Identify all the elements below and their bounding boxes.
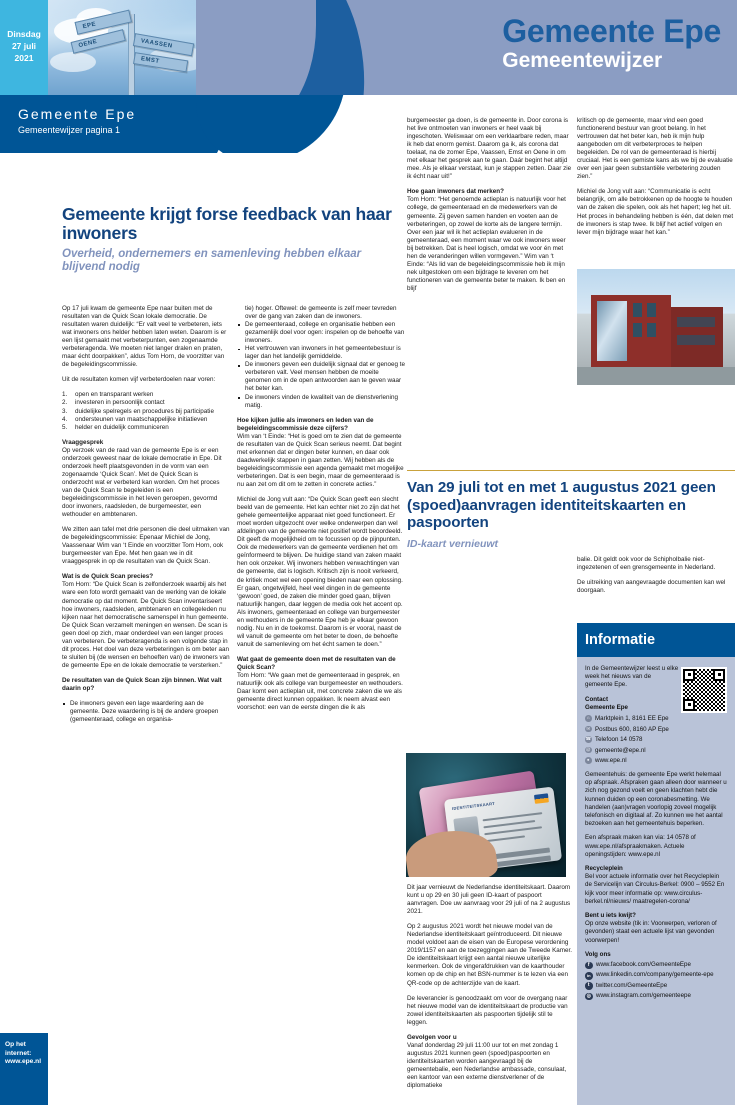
list-number: 2.: [62, 399, 68, 407]
cloud-shape: [50, 52, 96, 72]
paragraph-block: [62, 439, 230, 519]
band-page-label: Gemeentewijzer pagina 1: [18, 125, 121, 135]
contact-item-email[interactable]: [585, 746, 727, 755]
article2-top-rule: [407, 470, 735, 471]
paragraph-block: [62, 573, 230, 670]
list-item-label: helder en duidelijk communiceren: [75, 423, 169, 431]
paragraph: De leverancier is genoodzaakt om voor de overgang naar het nieuwe model van de identiteitskaart de productie van zowel identiteitskaarten als paspoorten tijdelijk stil te leggen.: [407, 994, 568, 1026]
social-link-facebook[interactable]: [585, 961, 727, 969]
internet-footer-block: [0, 1033, 48, 1105]
paragraph-text: Vanaf donderdag 29 juli 11:00 uur tot en met zondag 1 augustus 2021 kunnen geen (spoed)paspoorten en identiteitskaarten worden aangevraagd bij de gemeentebalie, een Nederlandse ambassade, consulaat, een kantoor van een externe dienstverlener of de diplomatieke: [407, 1041, 567, 1090]
list-item: [62, 416, 230, 424]
list-item-label: ondersteunen van maatschappelijke initiatieven: [75, 415, 208, 423]
mail-icon: ✉: [586, 725, 591, 731]
informatie-box-body: [577, 657, 735, 1011]
masthead: [0, 0, 737, 95]
informatie-appointment-howto: Een afspraak maken kan via: 14 0578 of www.epe.nl/afspraakmaken. Actuele openingstijden: www.epe.nl: [585, 834, 696, 858]
subheading-vraaggesprek: Vraaggesprek: [62, 438, 104, 446]
home-icon: ⌂: [586, 715, 590, 721]
lost-found-block: [585, 912, 727, 945]
paragraph-text: Tom Horn: “We gaan met de gemeenteraad in gesprek, en natuurlijk ook als college van burgemeester en wethouders. Daar komt een actieplan uit, met concrete zaken die we als gemeente direct kunnen oppakken. Ik neem alvast een voorschot: een van de eerste dingen die ik als: [237, 672, 403, 712]
social-link-linkedin[interactable]: [585, 971, 727, 979]
question-heading: Hoe kijken jullie als inwoners en leden van de begeleidingscommissie deze cijfers?: [237, 416, 374, 432]
article1-column-1: [62, 305, 230, 731]
contact-label: Contact: [585, 695, 609, 703]
instagram-icon: ◎: [586, 992, 591, 999]
contact-text: Marktplein 1, 8161 EE Epe: [595, 715, 669, 723]
paragraph-text: Op verzoek van de raad van de gemeente Epe is er een onderzoek geweest naar de lokale democratie in Epe. Dit onderzoek heeft plaatsgevonden in de vorm van een zogenaamde ‘Quick Scan’. Met de Quick Scan is onderzocht wat er verbeterd kan worden. Om het proces van de Quick Scan te begeleiden is een begeleidingscommissie in het leven geroepen, gevormd door inwoners, raadsleden, de burgemeester, een wethouder en ambtenaren.: [62, 446, 222, 519]
question-heading: Wat is de Quick Scan precies?: [62, 573, 154, 581]
qr-finder-icon: [713, 669, 725, 681]
social-url: www.linkedin.com/company/gemeente-epe: [596, 971, 714, 979]
qr-finder-icon: [683, 699, 695, 711]
social-url: www.instagram.com/gemeenteepe: [596, 992, 691, 1000]
bullet-continuation: tie) hoger. Oftewel: de gemeente is zelf meer tevreden over de gang van zaken dan de inwoners.: [245, 305, 397, 321]
list-number: 1.: [62, 391, 68, 399]
informatie-title: Informatie: [585, 632, 656, 648]
brand-swoosh-cutout: [196, 0, 316, 95]
qr-finder-icon: [683, 669, 695, 681]
social-link-twitter[interactable]: [585, 982, 727, 990]
contact-text: www.epe.nl: [595, 757, 627, 765]
follow-us-heading: Volg ons: [585, 950, 611, 958]
list-number: 5.: [62, 423, 68, 431]
sign-label: VAASSEN: [140, 37, 173, 50]
band-municipality: Gemeente Epe: [18, 106, 137, 122]
paragraph: De uitreiking van aangevraagde documenten kan wel doorgaan.: [577, 579, 726, 595]
id-card-flag: [534, 793, 549, 804]
informatie-appointment-info: Gemeentehuis: de gemeente Epe werkt helemaal op afspraak. Afspraken gaan alleen door wanneer u zich nog gezond voelt en geen klachten hebt die kunnen duiden op een coronabesmetting. We handelen (aan)vragen voorlopig zoveel mogelijk telefonisch en digitaal af. Zo kunnen we het aantal bezoeken aan het gemeentehuis beperken.: [585, 771, 727, 828]
paragraph-block: [237, 656, 405, 712]
list-item: [62, 399, 230, 407]
recycleplein-text: Bel voor actuele informatie over het Recycleplein de Servicelijn van Circulus-Berkel: 0900 – 9552 En kijk voor meer informatie op: www.circulus-berkel.nl/nieuws/ maatregelen-corona/: [585, 873, 725, 905]
sign-label: EPE: [82, 20, 97, 30]
paragraph-block: [407, 1034, 573, 1090]
issue-date-date: 27 juli: [11, 41, 37, 51]
list-item: Het vertrouwen van inwoners in het gemeentebestuur is lager dan het landelijk gemiddelde.: [237, 345, 405, 361]
contact-text: gemeente@epe.nl: [595, 746, 646, 754]
linkedin-icon: in: [586, 973, 591, 979]
informatie-intro: In de Gemeentewijzer leest u elke week het nieuws van de gemeente Epe.: [585, 665, 679, 689]
id-card-title-text: IDENTITEITSKAART: [451, 800, 496, 812]
contact-list: [585, 714, 727, 765]
qr-code[interactable]: [681, 667, 727, 713]
email-icon: @: [586, 746, 591, 752]
id-card-text-line: [485, 835, 525, 842]
building-window: [647, 323, 656, 337]
question-heading: De resultaten van de Quick Scan zijn binnen. Wat valt daarin op?: [62, 676, 222, 692]
id-card-photo: [406, 753, 566, 877]
globe-icon: ●: [586, 757, 590, 763]
town-hall-photo: [577, 269, 735, 385]
publication-subtitle: Gemeentewijzer: [502, 49, 663, 72]
lost-found-text: Op onze website (tik in: Voorwerpen, verloren of gevonden) staat een actuele lijst van gevonden voorwerpen!: [585, 920, 717, 944]
follow-us-heading-block: [585, 951, 727, 959]
building-foreground-ground: [577, 367, 735, 385]
list-item-label: investeren in persoonlijk contact: [75, 399, 165, 407]
article1-column-4: [577, 117, 735, 237]
paragraph: burgemeester ga doen, is de gemeente in. Door corona is het live ontmoeten van inwoners er heel vaak bij ingeschoten. Weliswaar om een verklaarbare reden, maar ik heb dat enorm gemist. Daarom ga ik, als corona dat toelaat, na de zomer Epe, Vaassen, Emst en Oene in om met elkaar het gesprek aan te gaan. Daár begint het altijd mee. Als je elkaar verstaat, kun je stappen zetten. Daar zie ik écht naar uit!”: [407, 117, 572, 181]
recycleplein-block: [585, 865, 727, 906]
building-window: [633, 323, 642, 337]
paragraph: Dit jaar vernieuwt de Nederlandse identiteitskaart. Daarom kunt u op 29 en 30 juli geen ID-kaart of paspoort aanvragen. Doe uw aanvraag voor 29 juli of na 2 augustus 2021.: [407, 884, 571, 916]
issue-date-day: Dinsdag: [7, 29, 41, 39]
list-item-label: duidelijke spelregels en procedures bij participatie: [75, 407, 214, 415]
building-glass-facade: [597, 301, 627, 361]
article2-column-3: [407, 884, 573, 1090]
informatie-box: [577, 623, 735, 1105]
list-item: [62, 391, 230, 399]
article1-headline: Gemeente krijgt forse feedback van haar inwoners: [62, 204, 392, 243]
recycleplein-heading: Recycleplein: [585, 865, 623, 873]
article1-column-2: [237, 305, 405, 712]
subheading-gevolgen: Gevolgen voor u: [407, 1033, 457, 1041]
findings-list-part2: [237, 321, 405, 410]
contact-text: Telefoon 14 0578: [595, 736, 643, 744]
article1-subhead: Overheid, ondernemers en samenleving hebben elkaar blijvend nodig: [62, 248, 362, 273]
contact-item-phone[interactable]: [585, 735, 727, 744]
article2-column-4: [577, 556, 735, 595]
paragraph-block: [62, 677, 230, 693]
list-number: 3.: [62, 407, 68, 415]
paragraph: Op 17 juli kwam de gemeente Epe naar buiten met de resultaten van de Quick Scan lokale democratie. De resultaten waren duidelijk: “Er valt veel te verbeteren, iets wat inwoners ons helder hebben laten weten. Daarom is er een lijst gemaakt met verbeterpunten, een zogenaamde verbeteragenda. We moeten niet langer dralen en praten, maar écht doorpakken”, aldus Tom Horn, de voorzitter van de begeleidingscommissie.: [62, 305, 227, 369]
paragraph-text: Wim van ‘t Einde: “Het is goed om te zien dat de gemeente de resultaten van de Quick Scan serieus neemt. Dat begint met erkennen dat er dingen beter kunnen, en daar ook daadwerkelijk stappen in gaan zetten. Wij hebben als de begeleidingscommissie een agenda gemaakt met mogelijke verbeteringen. Dat is een begin, maar de gemeenteraad is nu aan zet om dit om te zetten in concrete acties.”: [237, 432, 404, 488]
paragraph-block: [407, 188, 573, 293]
issue-date-year: 2021: [14, 53, 34, 63]
paragraph-text: Tom Horn: “Het genoemde actieplan is natuurlijk voor het college, de gemeenteraad en de medewerkers van de gemeente. Zij geven samen handen en voeten aan de verbeteringen, op zowel de korte als de langere termijn. Over een jaar wil ik het actieplan evalueren in de gemeenteraad, een moment waar we ook inwoners weer bij betrekken. Dat is heel logisch, omdat we voor én met hen de veranderingen willen vormgeven.” Wim van ‘t Einde: “Als lid van de begeleidingscommissie heb ik mijn nek uitgestoken om een bijdrage te leveren om het functioneren van de gemeente beter te maken. Ik ben en blijf: [407, 196, 566, 292]
building-window-strip: [677, 317, 715, 327]
list-item: De gemeenteraad, college en organisatie hebben een gezamenlijk doel voor ogen: inspelen op de behoefte van inwoners.: [237, 321, 405, 345]
social-url: www.facebook.com/GemeenteEpe: [596, 961, 691, 969]
paragraph: We zitten aan tafel met drie personen die deel uitmaken van de begeleidingscommissie: Epenaar Michiel de Jong, Vaassenaar Wim van ‘t Einde en voorzitter Tom Horn, ook burgemeester van Epe. Met hen gaan we in dit vraaggesprek in op de resultaten van de Quick Scan.: [62, 526, 230, 566]
id-card-text-line: [484, 826, 542, 835]
lost-found-heading: Bent u iets kwijt?: [585, 912, 636, 920]
footer-website-link[interactable]: www.epe.nl: [5, 1058, 42, 1066]
list-item: [62, 408, 230, 416]
contact-heading-block: [585, 696, 680, 712]
paragraph: balie. Dit geldt ook voor de Schipholbalie niet-ingezetenen of een grensgemeente in Nederland.: [577, 556, 716, 572]
list-item: De inwoners vinden de kwaliteit van de dienstverlening matig.: [237, 394, 405, 410]
contact-org: Gemeente Epe: [585, 703, 628, 711]
publication-title: Gemeente Epe: [502, 13, 721, 49]
findings-list-part1: [62, 700, 230, 724]
article2-subhead: ID-kaart vernieuwt: [407, 537, 499, 550]
paragraph-text: Tom Horn: “De Quick Scan is zelfonderzoek waarbij als het ware een foto wordt gemaakt van de werking van de lokale democratie op dat moment. De Quick Scan inventariseert hoe inwoners, raadsleden, ambtenaren en collegeleden nu kijken naar het democratische samenspel in hun gemeente. De Quick Scan verzamelt meningen en wensen. De scan is geen doel op zich, maar onderdeel van een langer proces van verbeteren. De verbeteragenda is een volgende stap in dit proces. Het doel van deze verbeteringen is om beter aan te sluiten bij (de wensen en behoeften van) de inwoners van de gemeente Epe en de lokale democratie te versterken.”: [62, 581, 230, 669]
footer-line-1: Op het: [5, 1041, 26, 1048]
paragraph: Michiel de Jong vult aan: “Communicatie is echt belangrijk, om alle betrokkenen op de hoogte te houden van de zaken die spelen, ook als het hapert; leg het uit. Het proces in behandeling hebben is één, dat delen met de inwoners is stap twee. Ik blijf het actief volgen en lever mijn bijdrage waar het kan.”: [577, 188, 734, 236]
article2-headline: Van 29 juli tot en met 1 augustus 2021 geen (spoed)aanvragen identiteitskaarten en paspoorten: [407, 479, 716, 531]
phone-icon: ☎: [585, 736, 591, 742]
paragraph-block: [237, 417, 405, 489]
article1-header: [62, 205, 395, 274]
contact-item-address: [585, 714, 727, 723]
question-heading: Hoe gaan inwoners dat merken?: [407, 188, 504, 196]
footer-line-2: internet:: [5, 1049, 32, 1057]
building-window: [647, 303, 656, 317]
list-item: [62, 424, 230, 432]
band-text: [18, 105, 136, 137]
social-links-list: [585, 961, 727, 1001]
question-heading: Wat gaat de gemeente doen met de resultaten van de Quick Scan?: [237, 655, 396, 671]
paragraph: Uit de resultaten komen vijf verbeterdoelen naar voren:: [62, 376, 216, 384]
sign-label: EMST: [140, 56, 160, 65]
building-window-strip: [677, 335, 715, 345]
contact-item-website[interactable]: [585, 756, 727, 765]
masthead-titles: [502, 14, 721, 73]
list-item: De inwoners geven een lage waardering aan de gemeente. Deze waardering is bij de andere groepen (gemeenteraad, college en organisa-: [62, 700, 230, 724]
list-item: De inwoners geven een duidelijk signaal dat er genoeg te verbeteren valt. Veel mensen hebben de moeite genomen om in de open antwoorden aan te geven waar het beter kan.: [237, 361, 405, 393]
building-window: [633, 303, 642, 317]
contact-text: Postbus 600, 8160 AP Epe: [595, 725, 669, 733]
social-link-instagram[interactable]: [585, 992, 727, 1000]
facebook-icon: f: [585, 962, 593, 970]
article2-header: [407, 479, 735, 550]
paragraph: Op 2 augustus 2021 wordt het nieuwe model van de Nederlandse identiteitskaart geïntroduceerd. Dit nieuwe model voldoet aan de eisen van de Europese verordening 2019/1157 en aan de toezeggingen aan de Tweede Kamer. De identiteitskaart krijgt een aantal nieuwe uiterlijke kenmerken. Ook de vingerafdrukken van de kaarthouder komen op de chip en het BSN-nummer is te lezen via een QR-code op de achterzijde van de kaart.: [407, 923, 573, 987]
social-url: twitter.com/GemeenteEpe: [596, 981, 668, 989]
list-item-label: open en transparant werken: [75, 391, 154, 399]
improvement-goals-list: [62, 391, 230, 431]
twitter-icon: t: [585, 982, 593, 990]
informatie-box-header: [577, 623, 735, 657]
sign-label: OENE: [78, 38, 98, 50]
contact-item-postbox: [585, 725, 727, 734]
issue-date: [0, 0, 48, 95]
list-number: 4.: [62, 415, 68, 423]
paragraph: Michiel de Jong vult aan: “De Quick Scan geeft een slecht beeld van de gemeente. Het kan echter niet zo zijn dat het gehele gemeentelijke apparaat niet goed functioneert. Er moet worden uitgezocht over welke onderwerpen dan wel afdelingen van de gemeente niet positief wordt beoordeeld. Dit geeft de mogelijkheid om te focussen op de pijnpunten. Ook de medewerkers van de gemeente verdienen het om geïnformeerd te blijven. De huidige stand van zaken maakt hen ook onzeker. Wij inwoners hebben verwachtingen van de gemeente, dat is logisch. Kritisch zijn is nooit verkeerd, de kritiek moet wel een opening bieden naar een oplossing. Er gaan, ongetwijfeld, heel veel dingen in de gemeente ‘gewoon’ goed, de zaken die minder goed gaan, blijven natuurlijk hangen, daar leggen de media ook het accent op. Als inwoners, gemeenteraad en college van burgemeester en wethouders in de gemeente Epe heb je elkaar gewoon nodig. Nu en in de toekomst. Daarom is er vooral, naast de wil vanuit de gemeente om het beter te doen, de behoefte vanuit de samenleving om het écht samen te doen.”: [237, 496, 403, 648]
paragraph: kritisch op de gemeente, maar vind een goed functionerend bestuur van groot belang. In het vertrouwen dat het beter kan, heb ik mijn hulp aangeboden om dit verbeterproces te helpen begeleiden. De rol van de gemeenteraad is hierbij cruciaal. Het is een gemiste kans als we bij de evaluatie over een jaar geen substantiële verbetering zouden zien.”: [577, 117, 733, 181]
article1-column-3: [407, 117, 573, 293]
